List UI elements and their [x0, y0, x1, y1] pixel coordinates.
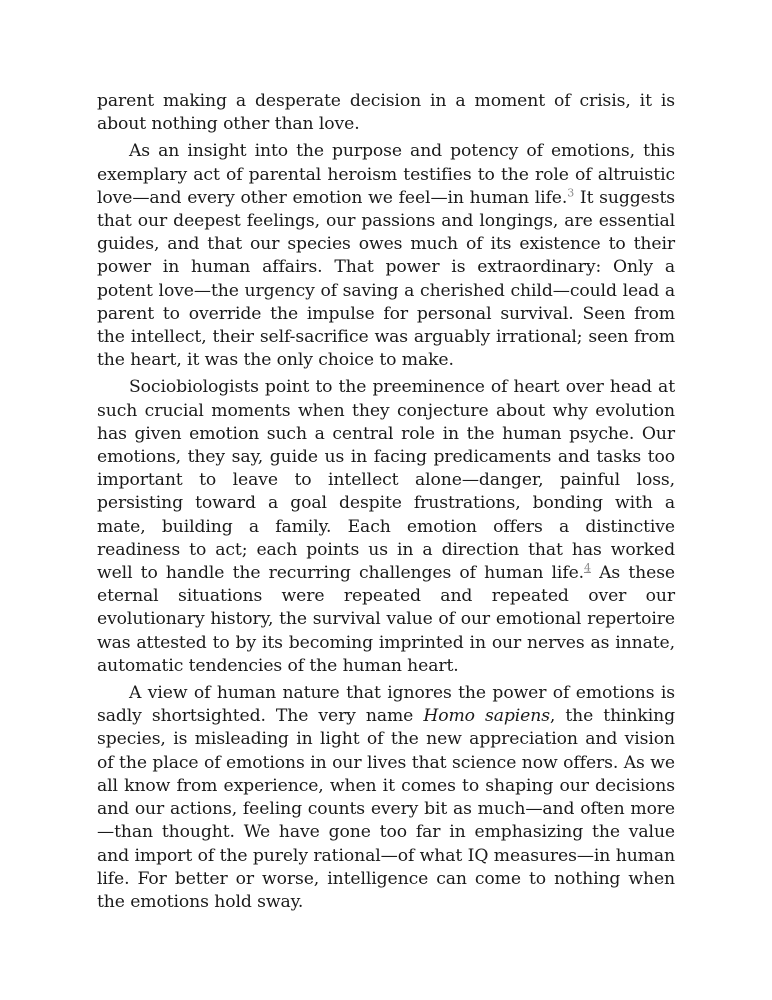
- paragraph-2: [97, 140, 675, 372]
- paragraph-3: [97, 376, 675, 678]
- paragraph-text: As an insight into the purpose and potency of emotions, this exemplary act of parental heroism testifies to the role of altruistic love—and every other emotion we feel—in human life.: [97, 141, 675, 208]
- paragraph-text: It suggests that our deepest feelings, our passions and longings, are essential guides, and that our species owes much of its existence to their power in human affairs. That power is extraordinary: Only a potent love—the urgency of saving a cherished child—could lead a parent to override the impulse for personal survival. Seen from the intellect, their self-sacrifice was arguably irrational; seen from the heart, it was the only choice to make.: [97, 187, 675, 371]
- paragraph-1: [97, 90, 675, 136]
- paragraph-text: Sociobiologists point to the preeminence of heart over head at such crucial moments when they conjecture about why evolution has given emotion such a central role in the human psyche. Our emotions, they say, guide us in facing predicaments and tasks too important to leave to intellect alone—danger, painful loss, persisting toward a goal despite frustrations, bonding with a mate, building a family. Each emotion offers a distinctive readiness to act; each points us in a direction that has worked well to handle the recurring challenges of human life.: [97, 377, 675, 584]
- paragraph-text: As these eternal situations were repeated and repeated over our evolutionary history, the survival value of our emotional repertoire was attested to by its becoming imprinted in our nerves as innate, automatic tendencies of the human heart.: [97, 563, 675, 676]
- footnote-marker-4[interactable]: 4: [584, 561, 591, 575]
- paragraph-4: [97, 682, 675, 914]
- paragraph-text: A view of human nature that ignores the power of emotions is sadly shortsighted. The very name: [97, 683, 675, 727]
- book-page: [97, 90, 675, 918]
- paragraph-text: , the thinking species, is misleading in light of the new appreciation and vision of the place of emotions in our lives that science now offers. As we all know from experience, when it comes to shaping our decisions and our actions, feeling counts every bit as much—and often more—than thought. We have gone too far in emphasizing the value and import of the purely rational—of what IQ measures—in human life. For better or worse, intelligence can come to nothing when the emotions hold sway.: [97, 706, 676, 912]
- italic-term: Homo sapiens: [423, 706, 550, 727]
- footnote-marker-3[interactable]: 3: [567, 186, 575, 200]
- paragraph-text: parent making a desperate decision in a moment of crisis, it is about nothing other than love.: [97, 91, 675, 135]
